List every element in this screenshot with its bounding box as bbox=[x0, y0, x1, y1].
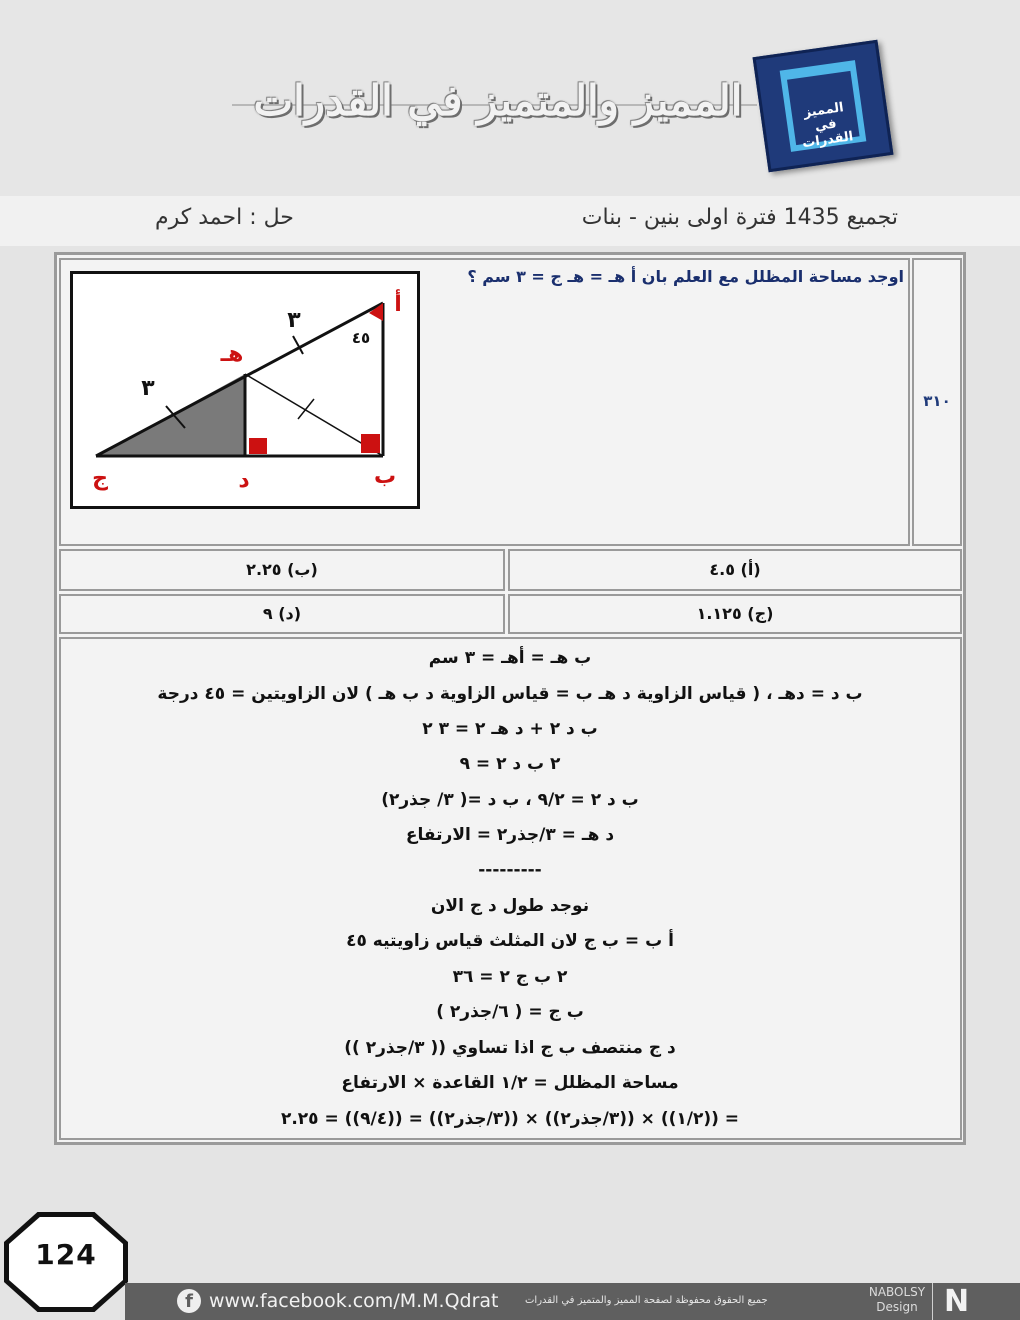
vertex-label-a: أ bbox=[394, 292, 402, 317]
solution-line-7: نوجد طول د ج الان bbox=[430, 896, 590, 916]
vertex-label-c: ج bbox=[92, 466, 108, 491]
facebook-link[interactable]: www.facebook.com/M.M.Qdrat bbox=[209, 1290, 499, 1312]
designer-name: NABOLSY bbox=[868, 1285, 926, 1299]
option-a[interactable]: (أ) ٤.٥ bbox=[709, 560, 761, 579]
angle-label-45: ٤٥ bbox=[351, 329, 371, 347]
brand-title: المميز والمتميز في القدرات bbox=[253, 76, 743, 125]
solution-line-1: ب هـ = أهـ = ٣ سم bbox=[428, 648, 592, 668]
solution-line-10: ب ج = ( ٦/جذر٢ ) bbox=[436, 1002, 584, 1022]
triangle-figure bbox=[70, 271, 420, 509]
option-c[interactable]: (ج) ١.١٢٥ bbox=[696, 604, 774, 623]
solution-line-3: ب د ٢ + د هـ ٢ = ٣ ٢ bbox=[422, 719, 598, 739]
question-text: اوجد مساحة المظلل مع العلم بان أ هـ = هـ ج = ٣ سم ؟ bbox=[467, 267, 904, 286]
designer-credit bbox=[862, 1285, 932, 1315]
vertex-label-h: هـ bbox=[220, 342, 244, 367]
solution-line-11: د ج منتصف ب ج اذا تساوي (( ٣/جذر٢ )) bbox=[344, 1038, 676, 1058]
solution-divider: --------- bbox=[478, 860, 542, 880]
solution-line-2: ب د = دهـ ، ( قياس الزاوية د هـ ب = قياس الزاوية د ب هـ ) لان الزاويتين = ٤٥ درجة bbox=[157, 684, 863, 704]
solution-line-13: = ((١/٢)) × ((٣/جذر٢)) × ((٣/جذر٢)) = ((٩/٤)) = ٢.٢٥ bbox=[280, 1109, 740, 1129]
solution-line-8: أ ب = ب ج لان المثلث قياس زاويتيه ٤٥ bbox=[346, 931, 674, 951]
vertex-label-d: د bbox=[238, 468, 250, 493]
solution-line-12: مساحة المظلل = ١/٢ القاعدة × الارتفاع bbox=[341, 1073, 679, 1093]
copyright-text: جميع الحقوق محفوظة لصفحة المميز والمتميز في القدرات bbox=[525, 1295, 768, 1306]
logo-text: المميز في القدرات bbox=[801, 100, 855, 152]
solution-line-5: ب د ٢ = ٩/٢ ، ب د =( ٣/ جذر٢) bbox=[381, 790, 639, 810]
right-angle-marker-b bbox=[361, 434, 380, 453]
option-b[interactable]: (ب) ٢.٢٥ bbox=[246, 560, 318, 579]
solver-credit: حل : احمد كرم bbox=[155, 205, 294, 230]
designer-subtitle: Design bbox=[876, 1300, 918, 1314]
side-label-upper: ٣ bbox=[287, 308, 301, 333]
solution-cell bbox=[59, 637, 962, 1140]
solution-line-6: د هـ = ٣/جذر٢ = الارتفاع bbox=[405, 825, 615, 845]
brand-logo bbox=[753, 40, 894, 172]
question-number: ٣١٠ bbox=[923, 392, 951, 410]
page-number: 124 bbox=[35, 1238, 97, 1271]
collection-title: تجميع 1435 فترة اولى بنين - بنات bbox=[581, 205, 898, 230]
footer-divider bbox=[932, 1283, 933, 1320]
solution-line-9: ٢ ب ج ٢ = ٣٦ bbox=[452, 967, 568, 987]
facebook-icon[interactable]: f bbox=[177, 1289, 201, 1313]
designer-logo: N bbox=[944, 1284, 970, 1319]
vertex-label-b: ب bbox=[373, 464, 397, 489]
right-angle-marker-d bbox=[249, 438, 267, 454]
solution-line-4: ٢ ب د ٢ = ٩ bbox=[459, 754, 561, 774]
side-label-lower: ٣ bbox=[141, 376, 155, 401]
option-d[interactable]: (د) ٩ bbox=[262, 604, 302, 623]
